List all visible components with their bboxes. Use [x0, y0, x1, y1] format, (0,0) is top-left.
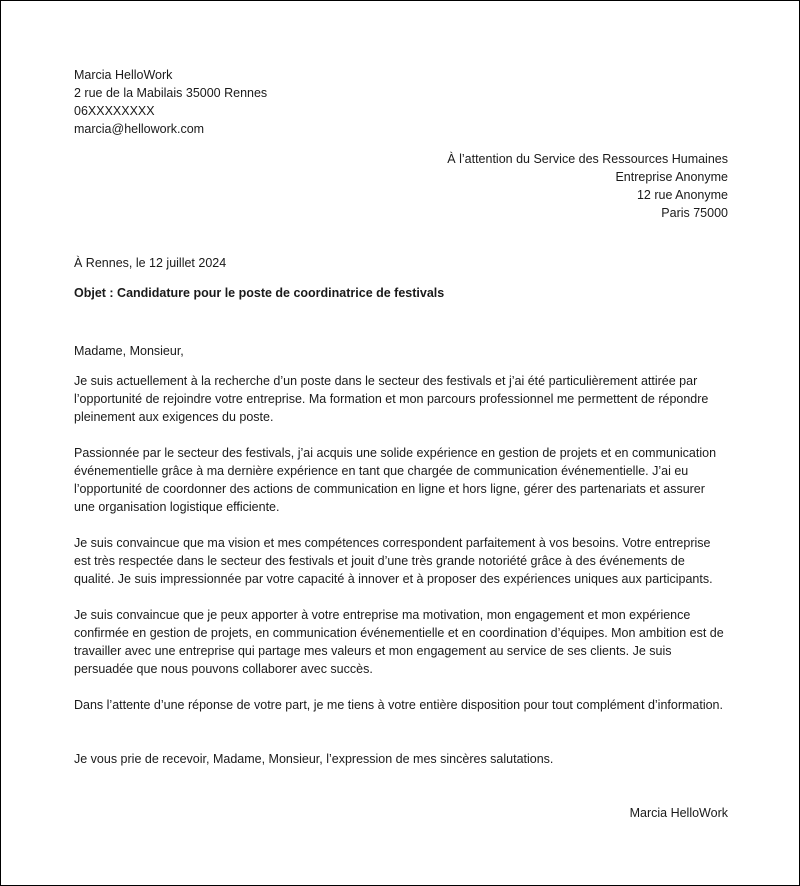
body-paragraph: Passionnée par le secteur des festivals, j’ai acquis une solide expérience en gestion de projets et en communication événementielle grâce à ma dernière expérience en tant que chargée de communication événementielle. J’ai eu l’opportunité de coordonner des actions de communication en ligne et hors ligne, gérer des partenariats et assurer une organisation logistique efficiente.: [74, 446, 717, 514]
recipient-block: [74, 150, 728, 222]
recipient-street: 12 rue Anonyme: [636, 188, 728, 202]
salutation: Madame, Monsieur,: [74, 344, 184, 358]
subject-line: Objet : Candidature pour le poste de coordinatrice de festivals: [74, 286, 445, 300]
recipient-city: Paris 75000: [661, 206, 728, 220]
date-line: À Rennes, le 12 juillet 2024: [74, 256, 227, 270]
sender-name: Marcia HelloWork: [74, 68, 173, 82]
recipient-company: Entreprise Anonyme: [615, 170, 728, 184]
recipient-attention: À l’attention du Service des Ressources Humaines: [447, 152, 728, 166]
sender-address: 2 rue de la Mabilais 35000 Rennes: [74, 86, 268, 100]
signature: Marcia HelloWork: [629, 806, 728, 820]
body-paragraph: Je suis convaincue que je peux apporter à votre entreprise ma motivation, mon engagement et mon expérience confirmée en gestion de projets, en communication événementielle et en coordination d’équipes. Mon ambition est de travailler avec une entreprise qui partage mes valeurs et mon engagement au service de ses clients. Je suis persuadée que nous pouvons collaborer avec succès.: [74, 608, 724, 676]
sender-phone: 06XXXXXXXX: [74, 104, 155, 118]
body-paragraph: Je suis convaincue que ma vision et mes compétences correspondent parfaitement à vos besoins. Votre entreprise est très respectée dans le secteur des festivals et jouit d’une très grande notoriété grâce à des événements de qualité. Je suis impressionnée par votre capacité à innover et à proposer des expériences uniques aux participants.: [74, 536, 713, 586]
closing-paragraph: Je vous prie de recevoir, Madame, Monsieur, l’expression de mes sincères salutations.: [74, 752, 554, 766]
sender-block: [74, 66, 728, 138]
sender-email: marcia@hellowork.com: [74, 122, 205, 136]
body-paragraph: Dans l’attente d’une réponse de votre part, je me tiens à votre entière disposition pour tout complément d’information.: [74, 698, 723, 712]
body-paragraph: Je suis actuellement à la recherche d’un poste dans le secteur des festivals et j’ai été particulièrement attirée par l’opportunité de rejoindre votre entreprise. Ma formation et mon parcours professionnel me permettent de répondre pleinement aux exigences du poste.: [74, 374, 709, 424]
